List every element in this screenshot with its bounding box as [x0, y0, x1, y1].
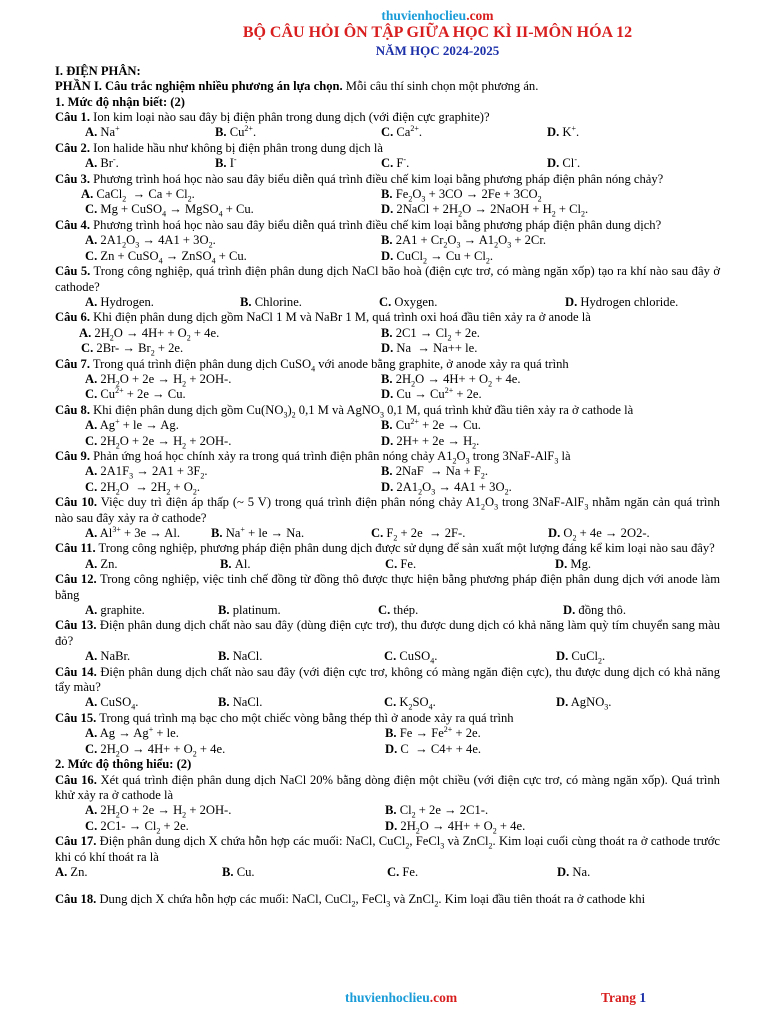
question-11: Câu 11. Trong công nghiệp, phương pháp điện phân dung dịch được sử dụng để sản xuất một lượng đáng kể kim loại nào sau đây?: [55, 541, 715, 556]
options-9b: C. $2H_2O \to 2H_2 + O_2$. D. $2A1_2O_3 \to 4A1 + 3O_2$.: [85, 479, 512, 497]
level-heading-2: 2. Mức độ thông hiểu: (2): [55, 757, 192, 772]
part-heading: PHẦN I. Câu trắc nghiệm nhiều phương án lựa chọn. Mỗi câu thí sinh chọn một phương án.: [55, 79, 539, 94]
options-1: A. Na+ B. $Cu^{2+}$. C. $Ca^{2+}$. D. K+.: [85, 124, 580, 140]
level-heading: 1. Mức độ nhận biết: (2): [55, 94, 185, 109]
question-16: Câu 16. Xét quá trình điện phân dung dịch NaCl 20% bằng dòng điện một chiều (với điện cực trơ, có màng ngăn xốp). Quá trình khử xảy ra ở cathode là: [55, 772, 720, 802]
document-page: [55, 8, 720, 908]
options-8a: A. Ag+ + le → Ag. B. $Cu^{2+} + 2e \to Cu$.: [85, 416, 481, 433]
question-13: Câu 13. Điện phân dung dịch chất nào sau đây (dùng điện cực trơ), thu được dung dịch có khả năng làm quỳ tím chuyển sang màu đỏ?: [55, 618, 720, 648]
options-6b: C. $2Br- \to Br_2 + 2e$. D. Na → Na++ le.: [81, 341, 478, 358]
options-4a: A. $2A1_2O_3 \to 4A1 + 3O_2$. B. $2A1 + Cr_2O_3 \to A1_2O_3 + 2Cr$.: [85, 233, 546, 250]
page-number: Trang 1: [601, 990, 647, 1005]
options-7a: A. $2H_2O + 2e \to H_2 + 2OH-$. B. $2H_2O \to 4H+ + O_2 + 4e$.: [85, 371, 521, 389]
question-18: Câu 18. Dung dịch X chứa hỗn hợp các muối: NaCl, CuCl$_2$, FeCl$_3$ và ZnCl$_2$. Kim loại đầu tiên thoát ra ở cathode khi: [55, 892, 646, 909]
options-14: A. CuSO$_4$. B. NaCl. C. $K_2SO_4$. D. AgNO$_3$.: [85, 695, 612, 712]
options-17: A. Zn. B. Cu. C. Fe. D. Na.: [55, 864, 591, 879]
question-15: Câu 15. Trong quá trình mạ bạc cho một chiếc vòng bằng thép thì ở anode xảy ra quá trình: [55, 710, 514, 725]
options-10: A. $Al^{3+} + 3e \to Al$. B. Na+ + le → Na. C. $F_2 + 2e \to 2F-$. D. $O_2 + 4e \to 2O2-$.: [85, 524, 650, 543]
question-6: Câu 6. Khi điện phân dung dịch gồm NaCl 1 M và NaBr 1 M, quá trình oxi hoá đầu tiên xảy ra ở anode là: [55, 310, 591, 325]
question-1: Câu 1. Ion kim loại nào sau đây bị điện phân trong dung dịch (với điện cực graphite)?: [55, 110, 490, 125]
options-13: A. NaBr. B. NaCl. C. CuSO$_4$. D. CuCl$_2$.: [85, 649, 606, 666]
question-8: Câu 8. Khi điện phân dung dịch gồm $Cu(NO_3)_2$ 0,1 M và AgNO$_3$ 0,1 M, quá trình khử đầu tiên xảy ra ở cathode là: [55, 402, 634, 420]
options-12: A. graphite. B. platinum. C. thép. D. đồng thô.: [85, 603, 626, 618]
school-year: NĂM HỌC 2024-2025: [375, 43, 500, 59]
options-6a: A. $2H_2O \to 4H+ + O_2 + 4e$. B. $2C1 \to Cl_2 + 2e$.: [79, 325, 480, 343]
options-9a: A. $2A1F_3 \to 2A1 + 3F_2$. B. $2NaF \to Na + F_2$.: [85, 464, 488, 481]
document-title: BỘ CÂU HỎI ÔN TẬP GIỮA HỌC KÌ II-MÔN HÓA 12: [242, 24, 633, 42]
question-5: Câu 5. Trong công nghiệp, quá trình điện phân dung dịch NaCl bão hoà (điện cực trơ, có màng ngăn xốp) tạo ra khí nào sau đây ở cathode?: [55, 264, 720, 294]
options-11: A. Zn. B. Al. C. Fe. D. Mg.: [85, 556, 592, 571]
question-2: Câu 2. Ion halide hầu như không bị điện phân trong dung dịch là: [55, 140, 383, 155]
question-9: Câu 9. Phản ứng hoá học chính xảy ra trong quá trình điện phân nóng chảy $A1_2O_3$ trong 3NaF-AlF$_3$ là: [55, 448, 571, 466]
options-3b: C. Mg + CuSO$_4$ → MgSO$_4$ + Cu. D. 2NaCl + $2H_2O$ → 2NaOH + $H_2 + Cl_2$.: [85, 202, 589, 219]
question-10: Câu 10. Việc duy trì điện áp thấp (~ 5 V) trong quá trình điện phân nóng chảy $A1_2O_3$ trong 3NaF-AlF$_3$ nhằm ngăn cản quá trình nào sau đây xảy ra ở cathode?: [55, 495, 720, 525]
question-3: Câu 3. Phương trình hoá học nào sau đây biểu diễn quá trình điều chế kim loại bằng phương pháp điện phân nóng chảy?: [55, 171, 664, 186]
options-8b: C. $2H_2O + 2e \to H_2 + 2OH-$. D. $2H+ + 2e \to H_2$.: [85, 433, 480, 451]
footer-site: thuvienhoclieu.com: [345, 990, 458, 1005]
site-name: thuvienhoclieu.com: [381, 8, 494, 23]
options-4b: C. Zn + CuSO$_4$ → ZnSO$_4$ + Cu. D. CuCl$_2$ → $Cu + Cl_2$.: [85, 248, 494, 266]
section-heading: I. ĐIỆN PHÂN:: [55, 63, 141, 78]
question-12: Câu 12. Trong công nghiệp, việc tinh chế đồng từ đồng thô được thực hiện bằng phương pháp điện phân dung dịch với anode làm bằng: [55, 572, 720, 602]
options-16b: C. $2C1- \to Cl_2 + 2e$. D. $2H_2O \to 4H+ + O_2 + 4e$.: [85, 818, 526, 836]
options-15b: C. $2H_2O \to 4H+ + O_2 + 4e$. D. C → C4+ + 4e.: [85, 741, 482, 759]
options-16a: A. $2H_2O + 2e \to H_2 + 2OH-$. B. $Cl_2 + 2e \to 2C1-$.: [85, 803, 489, 820]
options-3a: A. CaCl$_2$ → $Ca + Cl_2$. B. $Fe_2O_3 + 3CO \to 2Fe + 3CO_2$: [81, 187, 542, 204]
question-4: Câu 4. Phương trình hoá học nào sau đây biểu diễn quá trình điều chế kim loại bằng phương pháp điện phân dung dịch?: [55, 217, 662, 232]
options-7b: C. $Cu^{2+} + 2e \to Cu$. D. $Cu \to Cu^{2+} + 2e$.: [85, 386, 482, 402]
question-14: Câu 14. Điện phân dung dịch chất nào sau đây (với điện cực trơ, không có màng ngăn điện cực), thu được dung dịch có khả năng tẩy màu?: [55, 664, 720, 695]
options-15a: A. Ag → Ag+ + le. B. $Fe \to Fe^{2+} + 2e$.: [85, 725, 481, 741]
question-17: Câu 17. Điện phân dung dịch X chứa hỗn hợp các muối: NaCl, CuCl$_2$, FeCl$_3$ và ZnCl$_2$. Kim loại cuối cùng thoát ra ở cathode trước khi có khí thoát ra là: [55, 834, 720, 864]
options-5: A. Hydrogen. B. Chlorine. C. Oxygen. D. Hydrogen chloride.: [85, 294, 679, 309]
options-2: A. Br-. B. I- C. F-. D. Cl-.: [85, 155, 581, 171]
question-7: Câu 7. Trong quá trình điện phân dung dịch CuSO$_4$ với anode bằng graphite, ở anode xảy ra quá trình: [55, 356, 569, 374]
